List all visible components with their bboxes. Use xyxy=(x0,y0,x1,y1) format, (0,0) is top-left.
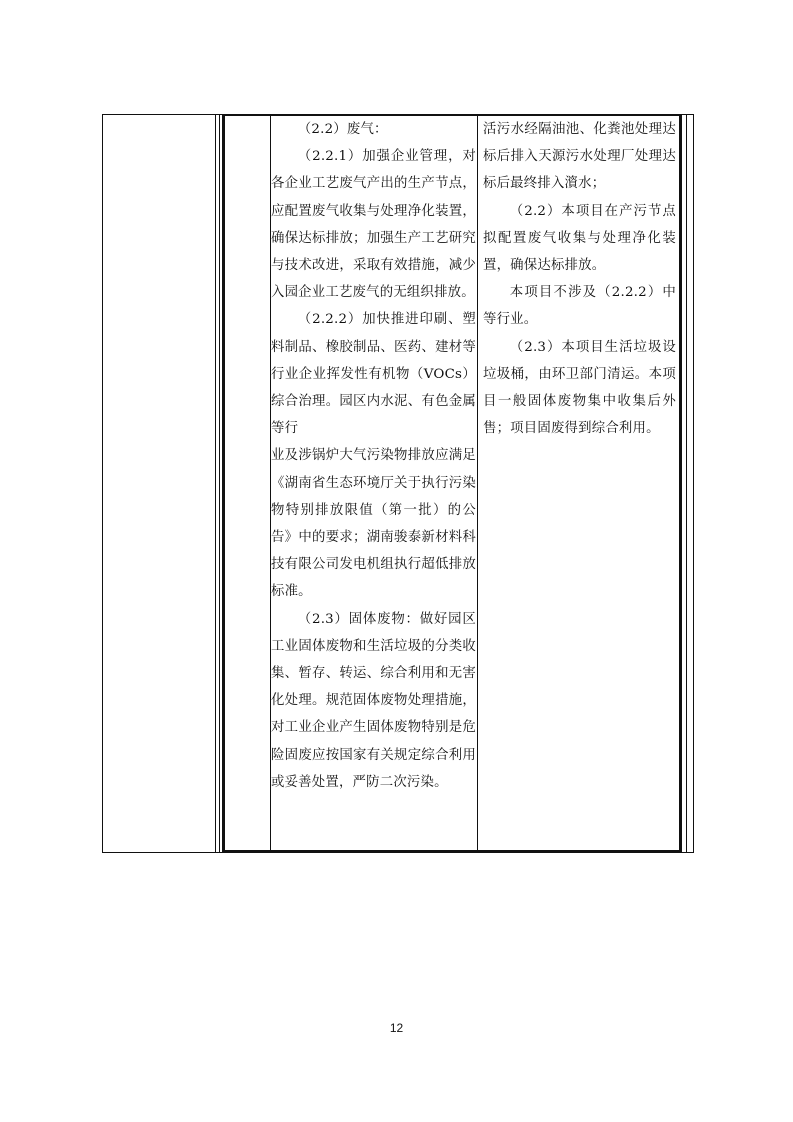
measure-item: 业及涉锅炉大气污染物排放应满足《湖南省生态环境厅关于执行污染物特别排放限值（第一批）的公告》中的要求；湖南骏泰新材料科技有限公司发电机组执行超低排放标准。 xyxy=(271,448,476,600)
column-divider-4a xyxy=(679,114,682,853)
table-left-border xyxy=(102,114,103,853)
measures-cell xyxy=(271,114,476,796)
compliance-cell xyxy=(483,114,676,442)
column-divider-3 xyxy=(477,114,478,853)
column-divider-4b xyxy=(686,114,687,853)
requirements-table xyxy=(102,114,694,853)
column-divider-1b xyxy=(219,114,220,853)
column-divider-1a xyxy=(215,114,216,853)
measure-item: （2.2.2）加快推进印刷、塑料制品、橡胶制品、医药、建材等行业企业挥发性有机物（VOCs）综合治理。园区内水泥、有色金属等行 xyxy=(271,312,476,437)
table-right-border xyxy=(693,114,694,853)
measure-item: （2.2.1）加强企业管理，对各企业工艺废气产出的生产节点，应配置废气收集与处理净化装置，确保达标排放；加强生产工艺研究与技术改进，采取有效措施，减少入园企业工艺废气的无组织排放。 xyxy=(271,149,476,301)
compliance-item: 本项目不涉及（2.2.2）中等行业。 xyxy=(483,285,676,328)
measure-item: （2.2）废气： xyxy=(297,122,388,137)
compliance-item: （2.2）本项目在产污节点拟配置废气收集与处理净化装置，确保达标排放。 xyxy=(483,203,676,274)
measure-item: （2.3）固体废物：做好园区工业固体废物和生活垃圾的分类收集、暂存、转运、综合利用和无害化处理。规范固体废物处理措施，对工业企业产生固体废物特别是危险固废应按国家有关规定综合利用或妥善处置，严防二次污染。 xyxy=(271,611,476,790)
compliance-item: 活污水经隔油池、化粪池处理达标后排入天源污水处理厂处理达标后最终排入澬水； xyxy=(483,122,676,192)
compliance-item: （2.3）本项目生活垃圾设垃圾桶，由环卫部门清运。本项目一般固体废物集中收集后外售；项目固废得到综合利用。 xyxy=(483,339,676,437)
page-number: 12 xyxy=(389,1021,404,1035)
inner-table-bottom xyxy=(222,850,682,852)
column-divider-1c xyxy=(222,114,225,853)
table-bottom-border xyxy=(102,852,694,853)
